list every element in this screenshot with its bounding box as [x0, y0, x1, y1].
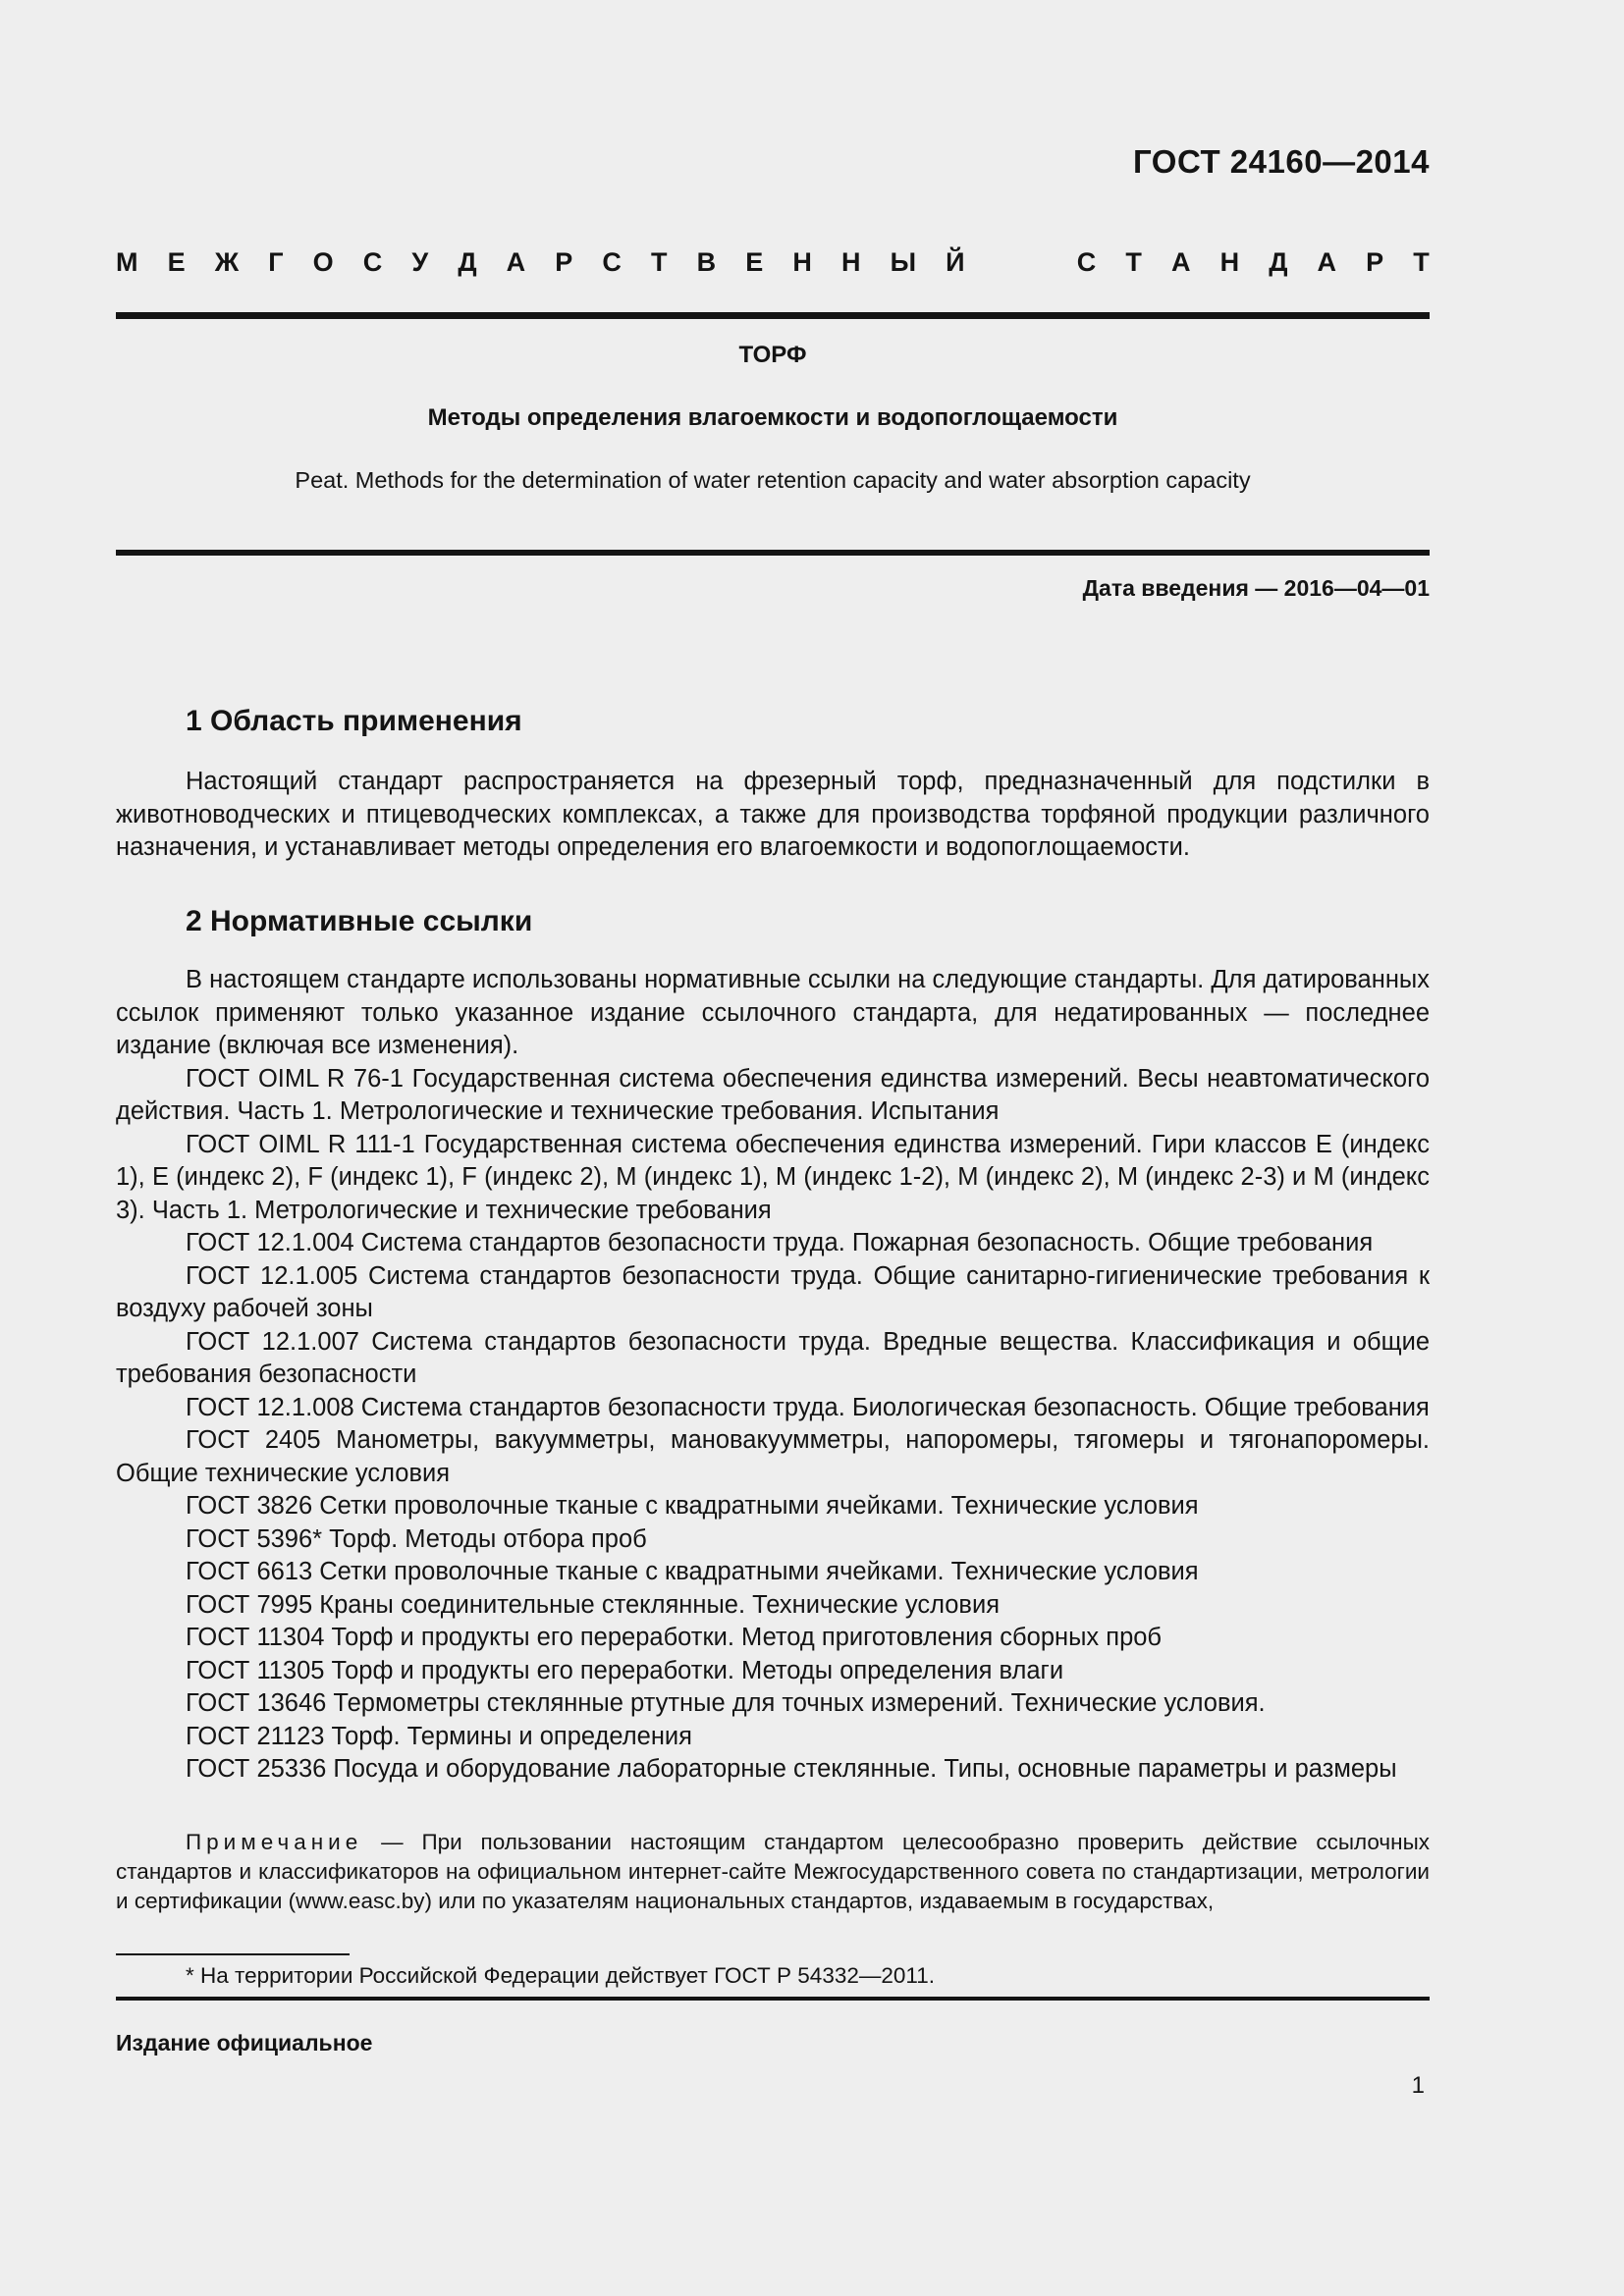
letter: Р [1366, 247, 1384, 277]
letter: В [696, 247, 717, 277]
letter: Д [458, 247, 477, 277]
standard-type-heading [116, 247, 1430, 278]
reference-item: ГОСТ 2405 Манометры, вакуумметры, мановакуумметры, напоромеры, тягомеры и тягонапоромеры. Общие технические условия [116, 1426, 1430, 1487]
document-title: ТОРФ [738, 342, 807, 368]
letter: Г [268, 247, 284, 277]
letter: Ы [890, 247, 917, 277]
reference-item: ГОСТ 5396* Торф. Методы отбора проб [186, 1524, 647, 1553]
note [116, 1828, 1430, 1916]
letter: Ж [214, 247, 240, 277]
letter: А [1170, 247, 1191, 277]
paragraph: В настоящем стандарте использованы нормативные ссылки на следующие стандарты. Для датированных ссылок применяют только указанное издание ссылочного стандарта, для недатированных — последнее издание (включая все изменения). [116, 966, 1430, 1059]
letter: С [362, 247, 383, 277]
letter: Д [1269, 247, 1288, 277]
note-label: Примечание [186, 1830, 363, 1854]
document-title-english: Peat. Methods for the determination of water retention capacity and water absorption capacity [295, 467, 1251, 493]
reference-item: ГОСТ 11304 Торф и продукты его переработки. Метод приготовления сборных проб [186, 1624, 1163, 1651]
letter: С [1076, 247, 1097, 277]
letter: М [116, 247, 138, 277]
introduction-date: Дата введения — 2016—04—01 [1082, 575, 1430, 601]
footer-rule [116, 1997, 1430, 2001]
letter: С [602, 247, 622, 277]
reference-item: ГОСТ OIML R 111-1 Государственная система обеспечения единства измерений. Гири классов E (индекс 1), E (индекс 2), F (индекс 1), F (индекс 2), M (индекс 1), M (индекс 1-2), M (индекс 2), M (индекс 2-3) и M (индекс 3). Часть 1. Метрологические и технические требования [116, 1130, 1430, 1224]
section-1-body [116, 766, 1430, 865]
top-rule [116, 312, 1430, 319]
letter: Е [745, 247, 764, 277]
footnote: * На территории Российской Федерации действует ГОСТ Р 54332—2011. [186, 1963, 935, 1988]
letter: Н [1219, 247, 1240, 277]
reference-item: ГОСТ 11305 Торф и продукты его переработки. Методы определения влаги [186, 1656, 1064, 1684]
note-paragraph [116, 1828, 1430, 1916]
letter: Н [840, 247, 861, 277]
edition-label: Издание официальное [116, 2030, 373, 2056]
reference-item: ГОСТ 3826 Сетки проволочные тканые с квадратными ячейками. Технические условия [186, 1492, 1199, 1520]
reference-item: ГОСТ 7995 Краны соединительные стеклянные. Технические условия [186, 1590, 1001, 1619]
reference-item: ГОСТ 13646 Термометры стеклянные ртутные для точных измерений. Технические условия. [186, 1689, 1266, 1717]
letter: Т [1413, 247, 1430, 277]
reference-item: ГОСТ 6613 Сетки проволочные тканые с квадратными ячейками. Технические условия [186, 1558, 1199, 1585]
reference-item: ГОСТ 12.1.005 Система стандартов безопасности труда. Общие санитарно-гигиенические требования к воздуху рабочей зоны [116, 1261, 1430, 1322]
section-2-heading: 2 Нормативные ссылки [186, 905, 533, 937]
note-text: — При пользовании настоящим стандартом целесообразно проверить действие ссылочных стандартов и классификаторов на официальном интернет-сайте Межгосударственного совета по стандартизации, метрологии и сертификации (www.easc.by) или по указателям национальных стандартов, издаваемым в государствах, [116, 1830, 1430, 1913]
reference-item: ГОСТ 21123 Торф. Термины и определения [186, 1722, 692, 1750]
reference-item: ГОСТ 25336 Посуда и оборудование лабораторные стеклянные. Типы, основные параметры и размеры [186, 1755, 1397, 1783]
section-2-body [116, 964, 1430, 1787]
reference-item: ГОСТ 12.1.008 Система стандартов безопасности труда. Биологическая безопасность. Общие требования [186, 1393, 1430, 1421]
word-gap [995, 247, 1048, 278]
letter: А [506, 247, 526, 277]
letter: У [411, 247, 429, 277]
letter: Р [555, 247, 573, 277]
letter: А [1317, 247, 1337, 277]
letter: Т [651, 247, 668, 277]
letter: Н [792, 247, 812, 277]
reference-item: ГОСТ 12.1.004 Система стандартов безопасности труда. Пожарная безопасность. Общие требования [186, 1229, 1374, 1256]
letter: Т [1125, 247, 1142, 277]
section-1-heading: 1 Область применения [186, 705, 522, 737]
reference-item: ГОСТ OIML R 76-1 Государственная система обеспечения единства измерений. Весы неавтоматического действия. Часть 1. Метрологические и технические требования. Испытания [116, 1064, 1430, 1125]
letter: Е [167, 247, 186, 277]
reference-item: ГОСТ 12.1.007 Система стандартов безопасности труда. Вредные вещества. Классификация и общие требования безопасности [116, 1327, 1430, 1388]
title-bottom-rule [116, 550, 1430, 556]
letter: Й [946, 247, 965, 277]
footnote-separator [116, 1953, 350, 1955]
paragraph: Настоящий стандарт распространяется на фрезерный торф, предназначенный для подстилки в животноводческих и птицеводческих комплексах, а также для производства торфяной продукции различного назначения, и устанавливает методы определения его влагоемкости и водопоглощаемости. [116, 768, 1430, 861]
page-number: 1 [1411, 2072, 1425, 2099]
document-subtitle: Методы определения влагоемкости и водопоглощаемости [427, 404, 1118, 431]
gost-number: ГОСТ 24160—2014 [1133, 143, 1430, 180]
letter: О [312, 247, 334, 277]
